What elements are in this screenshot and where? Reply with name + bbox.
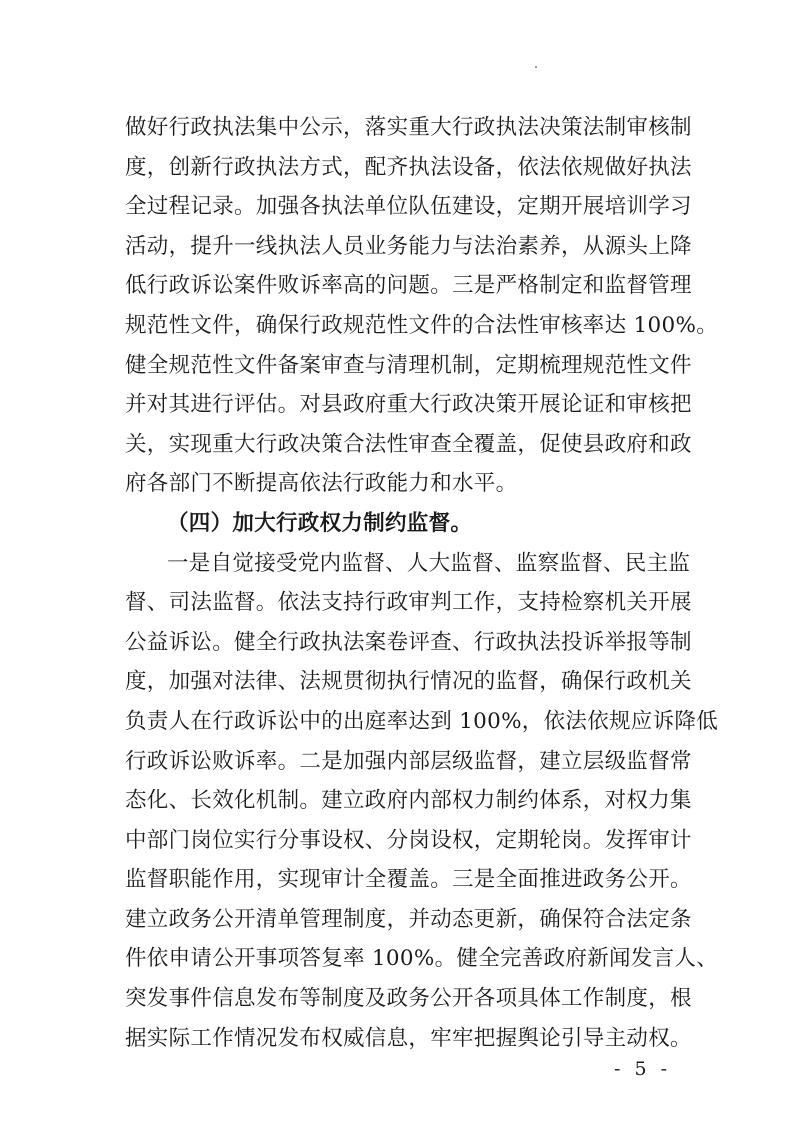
body-line: 低行政诉讼案件败诉率高的问题。三是严格制定和监督管理 xyxy=(125,273,692,299)
body-line: 件依申请公开事项答复率 100%。健全完善政府新闻发言人、 xyxy=(125,946,719,972)
document-body xyxy=(125,108,719,1058)
body-line: 关，实现重大行政决策合法性审查全覆盖，促使县政府和政 xyxy=(125,431,692,457)
body-line: 突发事件信息发布等制度及政务公开各项具体工作制度，根 xyxy=(125,986,692,1012)
body-line: 做好行政执法集中公示，落实重大行政执法决策法制审核制 xyxy=(125,115,692,140)
body-line: 府各部门不断提高依法行政能力和水平。 xyxy=(125,471,518,497)
body-line: 据实际工作情况发布权威信息，牢牢把握舆论引导主动权。 xyxy=(125,1025,692,1051)
paragraph-first-line: 一是自觉接受党内监督、人大监督、监察监督、民主监 xyxy=(167,550,691,576)
scan-speck xyxy=(535,66,537,68)
body-line: 活动，提升一线执法人员业务能力与法治素养，从源头上降 xyxy=(125,233,692,259)
body-line: 负责人在行政诉讼中的出庭率达到 100%，依法依规应诉降低 xyxy=(125,708,719,734)
body-line: 健全规范性文件备案审查与清理机制，定期梳理规范性文件 xyxy=(125,352,692,378)
body-line: 并对其进行评估。对县政府重大行政决策开展论证和审核把 xyxy=(125,392,692,418)
body-line: 度，创新行政执法方式，配齐执法设备，依法依规做好执法 xyxy=(125,154,692,180)
body-line: 监督职能作用，实现审计全覆盖。三是全面推进政务公开。 xyxy=(125,867,692,893)
body-line: 规范性文件，确保行政规范性文件的合法性审核率达 100%。 xyxy=(125,312,719,338)
body-line: 公益诉讼。健全行政执法案卷评查、行政执法投诉举报等制 xyxy=(125,629,692,655)
page-number: - 5 - xyxy=(614,1058,672,1080)
body-line: 全过程记录。加强各执法单位队伍建设，定期开展培训学习 xyxy=(125,194,692,220)
body-line: 行政诉讼败诉率。二是加强内部层级监督，建立层级监督常 xyxy=(125,748,692,774)
body-line: 度，加强对法律、法规贯彻执行情况的监督，确保行政机关 xyxy=(125,669,692,695)
body-line: 中部门岗位实行分事设权、分岗设权，定期轮岗。发挥审计 xyxy=(125,827,692,853)
body-line: 建立政务公开清单管理制度，并动态更新，确保符合法定条 xyxy=(125,906,692,932)
body-line: 态化、长效化机制。建立政府内部权力制约体系，对权力集 xyxy=(125,788,692,814)
body-line: 督、司法监督。依法支持行政审判工作，支持检察机关开展 xyxy=(125,590,692,616)
section-heading: （四）加大行政权力制约监督。 xyxy=(167,510,473,536)
